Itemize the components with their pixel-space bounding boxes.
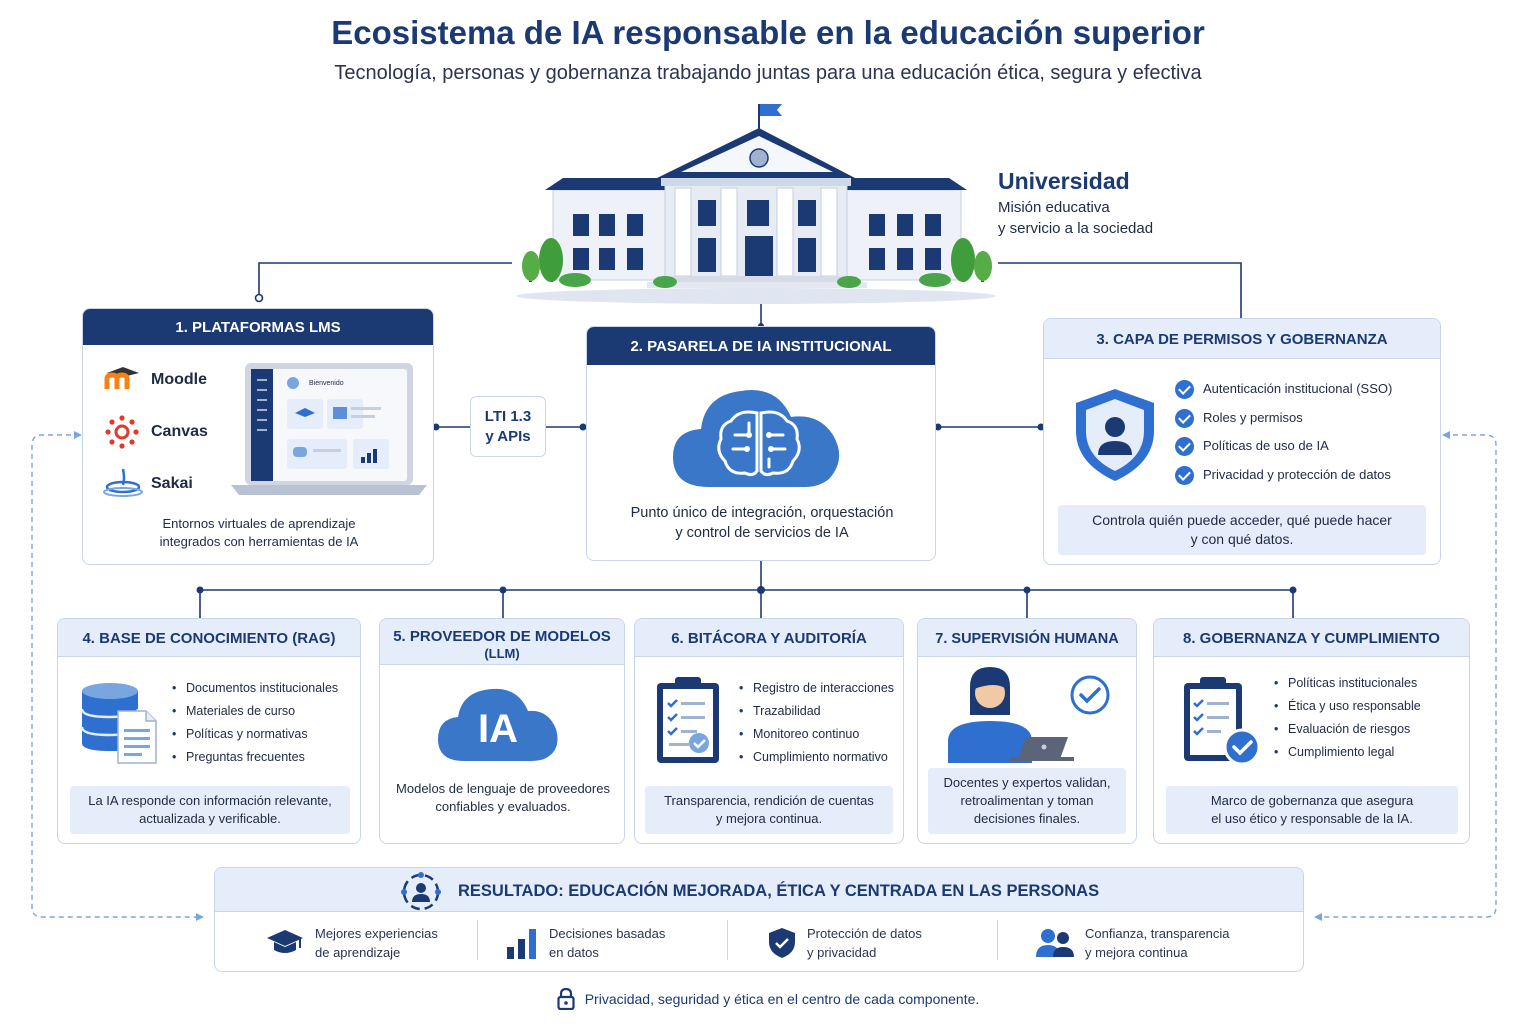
result-item-line1: Protección de datos bbox=[807, 926, 922, 941]
audit-item: • Registro de interacciones bbox=[739, 677, 894, 700]
llm-badge: IA bbox=[478, 707, 518, 751]
llm-description-line2: confiables y evaluados. bbox=[435, 799, 571, 814]
result-item-data bbox=[505, 918, 665, 968]
lms-header: 1. PLATAFORMAS LMS bbox=[83, 309, 433, 345]
compliance-note-line2: el uso ético y responsable de la IA. bbox=[1211, 811, 1413, 826]
audit-note-line2: y mejora continua. bbox=[715, 811, 823, 826]
check-icon bbox=[1175, 437, 1194, 456]
rag-note-line2: actualizada y verificable. bbox=[139, 811, 281, 826]
footer-text: Privacidad, seguridad y ética en el centro de cada componente. bbox=[584, 991, 980, 1007]
llm-header-line2: (LLM) bbox=[484, 646, 520, 661]
check-icon bbox=[1175, 466, 1194, 485]
check-icon bbox=[1175, 409, 1194, 428]
compliance-header: 8. GOBERNANZA Y CUMPLIMIENTO bbox=[1154, 619, 1469, 657]
sakai-logo-icon bbox=[103, 467, 143, 497]
result-header-label: RESULTADO: EDUCACIÓN MEJORADA, ÉTICA Y CENTRADA EN LAS PERSONAS bbox=[458, 882, 1100, 900]
human-note-line1: Docentes y expertos validan, bbox=[943, 775, 1111, 790]
gateway-description bbox=[597, 503, 927, 543]
shield-check-icon bbox=[767, 926, 797, 960]
permissions-note bbox=[1058, 505, 1426, 555]
database-document-icon bbox=[80, 681, 160, 765]
canvas-logo-icon bbox=[105, 415, 139, 449]
lms-card bbox=[82, 308, 434, 565]
gateway-description-line1: Punto único de integración, orquestación bbox=[630, 505, 894, 521]
result-item-line2: y mejora continua bbox=[1085, 945, 1188, 960]
permissions-note-line2: y con qué datos. bbox=[1190, 531, 1294, 547]
result-item-line2: de aprendizaje bbox=[315, 945, 401, 960]
result-divider bbox=[727, 920, 728, 960]
human-note-line3: decisiones finales. bbox=[973, 811, 1081, 826]
human-header: 7. SUPERVISIÓN HUMANA bbox=[918, 619, 1136, 657]
permissions-item-label: Privacidad y protección de datos bbox=[1203, 466, 1391, 482]
compliance-list bbox=[1274, 672, 1421, 764]
rag-note-line1: La IA responde con información relevante, bbox=[88, 793, 332, 808]
permissions-item-label: Políticas de uso de IA bbox=[1203, 438, 1329, 453]
permissions-item-label: Autenticación institucional (SSO) bbox=[1203, 381, 1393, 396]
permissions-list bbox=[1175, 375, 1392, 489]
rag-item: • Preguntas frecuentes bbox=[172, 746, 338, 769]
rag-item: • Materiales de curso bbox=[172, 700, 338, 723]
rag-item: • Políticas y normativas bbox=[172, 723, 338, 746]
permissions-note-line1: Controla quién puede acceder, qué puede hacer bbox=[1092, 512, 1392, 528]
llm-description bbox=[386, 780, 620, 816]
rag-header: 4. BASE DE CONOCIMIENTO (RAG) bbox=[58, 619, 360, 657]
result-item-privacy bbox=[767, 918, 922, 968]
compliance-clipboard-icon bbox=[1180, 675, 1264, 769]
audit-item: • Monitoreo continuo bbox=[739, 723, 894, 746]
compliance-note-line1: Marco de gobernanza que asegura bbox=[1210, 793, 1414, 808]
university-label bbox=[998, 168, 1153, 237]
page-title: Ecosistema de IA responsable en la educación superior bbox=[331, 14, 1205, 51]
audit-card bbox=[634, 618, 904, 844]
result-item-line1: Mejores experiencias bbox=[315, 926, 438, 941]
result-header bbox=[215, 868, 1303, 912]
university-service: y servicio a la sociedad bbox=[998, 220, 1154, 237]
audit-item: • Trazabilidad bbox=[739, 700, 894, 723]
gateway-header: 2. PASARELA DE IA INSTITUCIONAL bbox=[587, 327, 935, 365]
permissions-item bbox=[1175, 375, 1392, 404]
result-item-line1: Decisiones basadas bbox=[549, 926, 666, 941]
compliance-item: • Políticas institucionales bbox=[1274, 672, 1421, 695]
lock-icon bbox=[557, 988, 575, 1010]
people-icon bbox=[1035, 927, 1075, 959]
api-label: y APIs bbox=[485, 428, 531, 445]
rag-item: • Documentos institucionales bbox=[172, 677, 338, 700]
llm-card bbox=[379, 618, 625, 844]
lms-description bbox=[93, 515, 425, 551]
result-item-line2: y privacidad bbox=[807, 945, 877, 960]
moodle-logo-icon bbox=[103, 363, 143, 391]
llm-description-line1: Modelos de lenguaje de proveedores bbox=[396, 781, 610, 796]
lms-screen-greeting: Bienvenido bbox=[309, 380, 344, 387]
human-note-line2: retroalimentan y toman bbox=[960, 793, 1094, 808]
audit-note bbox=[645, 786, 893, 834]
rag-card bbox=[57, 618, 361, 844]
lms-description-line2: integrados con herramientas de IA bbox=[159, 534, 359, 549]
compliance-note bbox=[1166, 786, 1458, 834]
user-shield-icon bbox=[1072, 385, 1158, 485]
bar-chart-icon bbox=[505, 927, 539, 959]
lti-api-badge bbox=[470, 396, 546, 457]
compliance-item: • Ética y uso responsable bbox=[1274, 695, 1421, 718]
gateway-card bbox=[586, 326, 936, 561]
check-icon bbox=[1175, 380, 1194, 399]
lti-label: LTI 1.3 bbox=[484, 408, 532, 425]
human-card bbox=[917, 618, 1137, 844]
lms-sakai: Sakai bbox=[151, 475, 193, 492]
lms-moodle: Moodle bbox=[151, 371, 207, 388]
rag-note bbox=[70, 786, 350, 834]
result-item-line1: Confianza, transparencia bbox=[1085, 926, 1230, 941]
compliance-item: • Evaluación de riesgos bbox=[1274, 718, 1421, 741]
reviewer-person-icon bbox=[940, 663, 1120, 763]
compliance-card bbox=[1153, 618, 1470, 844]
permissions-item-label: Roles y permisos bbox=[1203, 409, 1303, 425]
audit-note-line1: Transparencia, rendición de cuentas bbox=[664, 793, 874, 808]
university-mission: Misión educativa bbox=[998, 199, 1110, 216]
llm-header-line1: 5. PROVEEDOR DE MODELOS bbox=[393, 628, 611, 645]
audit-list bbox=[739, 677, 894, 769]
human-note bbox=[928, 768, 1126, 834]
result-item-learning bbox=[265, 918, 438, 968]
compliance-item: • Cumplimiento legal bbox=[1274, 741, 1421, 764]
rag-list bbox=[172, 677, 338, 769]
result-item-line2: en datos bbox=[549, 945, 599, 960]
audit-item: • Cumplimiento normativo bbox=[739, 746, 894, 769]
permissions-header: 3. CAPA DE PERMISOS Y GOBERNANZA bbox=[1044, 319, 1440, 359]
university-title: Universidad bbox=[998, 168, 1130, 194]
footer bbox=[0, 988, 1536, 1010]
result-item-trust bbox=[1035, 918, 1230, 968]
lms-description-line1: Entornos virtuales de aprendizaje bbox=[162, 516, 356, 531]
clipboard-check-icon bbox=[653, 675, 723, 765]
permissions-card bbox=[1043, 318, 1441, 565]
result-card bbox=[214, 867, 1304, 972]
llm-header bbox=[380, 619, 624, 665]
page-subtitle: Tecnología, personas y gobernanza trabajando juntas para una educación ética, segura y efectiva bbox=[334, 62, 1202, 84]
result-divider bbox=[477, 920, 478, 960]
ai-brain-cloud-icon bbox=[669, 383, 849, 493]
permissions-item bbox=[1175, 432, 1392, 461]
graduation-cap-icon bbox=[265, 928, 305, 958]
gateway-description-line2: y control de servicios de IA bbox=[675, 525, 849, 541]
lms-canvas: Canvas bbox=[151, 423, 208, 440]
university-building-icon bbox=[515, 100, 997, 305]
audit-header: 6. BITÁCORA Y AUDITORÍA bbox=[635, 619, 903, 657]
permissions-item bbox=[1175, 461, 1392, 490]
permissions-item bbox=[1175, 404, 1392, 433]
result-divider bbox=[997, 920, 998, 960]
people-network-icon bbox=[399, 872, 443, 912]
